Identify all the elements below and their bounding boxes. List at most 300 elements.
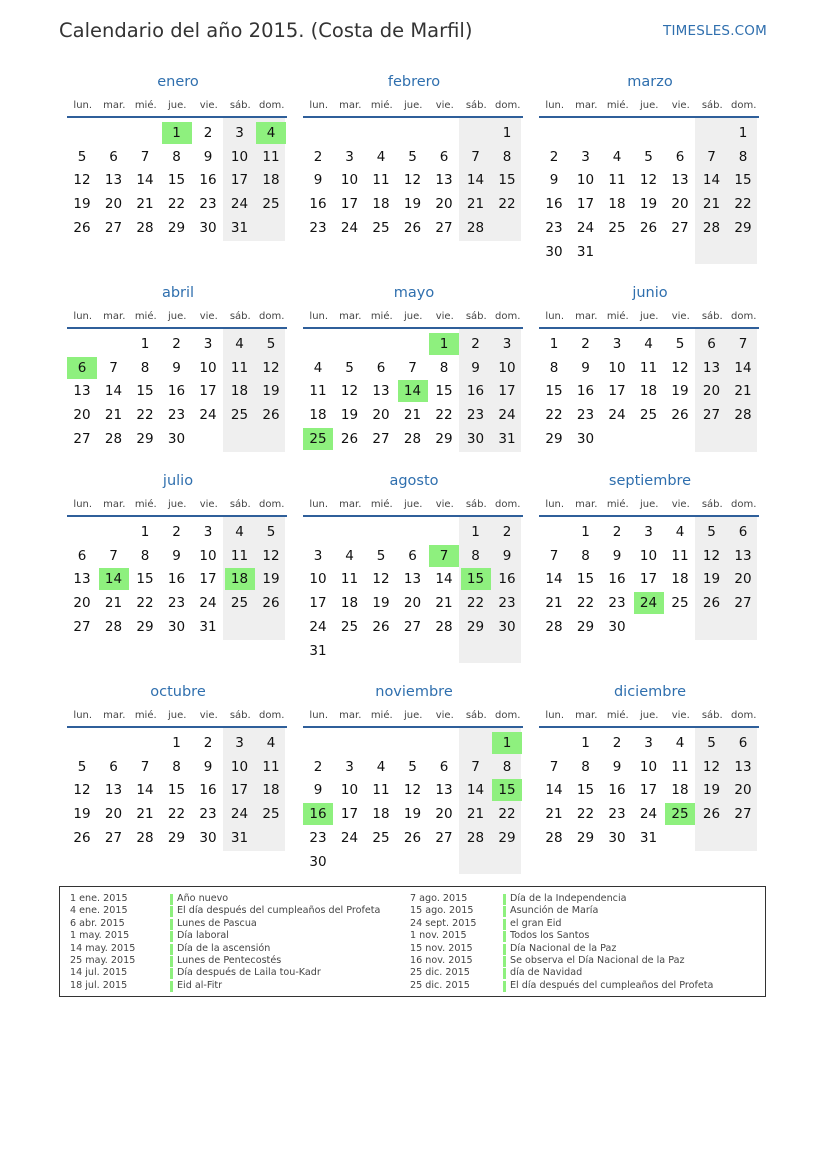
calendar-day: 6 (675, 148, 685, 165)
calendar-day: 26 (73, 219, 91, 236)
calendar-day: 4 (612, 148, 622, 165)
weekday-label: jue. (404, 499, 423, 510)
calendar-day: 15 (734, 172, 752, 189)
calendar-day: 3 (235, 125, 244, 141)
weekday-label: dom. (259, 311, 285, 322)
weekday-label: vie. (199, 710, 218, 721)
legend-holiday-name: Se observa el Día Nacional de la Paz (510, 954, 685, 966)
calendar-day: 13 (73, 571, 91, 588)
calendar-day: 23 (167, 407, 186, 424)
calendar-day: 9 (549, 172, 559, 189)
weekday-label: dom. (731, 499, 757, 510)
holiday-day: 15 (461, 568, 491, 590)
calendar-day: 22 (576, 806, 595, 823)
calendar-day: 3 (345, 148, 354, 165)
calendar-day: 7 (707, 148, 716, 165)
weekday-label: jue. (640, 311, 659, 322)
calendar-day: 20 (435, 196, 453, 213)
calendar-day: 27 (403, 618, 422, 635)
calendar-day: 29 (136, 618, 154, 635)
calendar-day: 13 (435, 782, 453, 799)
weekday-header (67, 100, 289, 116)
calendar-day: 28 (545, 829, 563, 846)
calendar-day: 9 (172, 359, 181, 376)
calendar-day: 29 (734, 219, 752, 236)
calendar-day: 30 (466, 430, 485, 447)
calendar-day: 29 (167, 829, 186, 846)
calendar-day: 16 (545, 196, 563, 213)
calendar-day: 25 (608, 219, 626, 236)
calendar-day: 29 (466, 618, 485, 635)
calendar-day: 2 (172, 336, 181, 352)
legend-date: 1 nov. 2015 (410, 930, 467, 942)
weekday-header (67, 499, 289, 515)
calendar-day: 12 (671, 359, 689, 376)
calendar-day: 21 (136, 196, 154, 213)
calendar-day: 3 (644, 735, 653, 751)
calendar-day: 27 (73, 430, 91, 447)
month-divider (67, 726, 287, 728)
calendar-day: 14 (435, 571, 453, 588)
calendar-day: 23 (498, 595, 516, 612)
calendar-day: 17 (199, 571, 217, 588)
calendar-day: 21 (104, 595, 123, 612)
month-name: octubre (150, 684, 206, 700)
calendar-day: 25 (671, 595, 689, 612)
legend-holiday-name: El día después del cumpleaños del Profeta (510, 979, 714, 991)
weekday-label: mar. (339, 710, 362, 721)
calendar-day: 8 (581, 547, 590, 564)
weekday-label: lun. (309, 100, 329, 111)
holiday-day: 16 (303, 803, 333, 825)
legend-marker (503, 968, 506, 979)
calendar-day: 29 (167, 219, 186, 236)
calendar-day: 11 (309, 383, 327, 400)
calendar-day: 25 (639, 407, 658, 424)
calendar-day: 18 (340, 595, 359, 612)
weekday-label: vie. (435, 311, 454, 322)
calendar-day: 20 (671, 196, 689, 213)
calendar-day: 24 (340, 829, 359, 846)
weekday-label: mié. (134, 311, 157, 322)
month-divider (539, 116, 759, 118)
calendar-day: 19 (403, 196, 422, 213)
holiday-day: 15 (492, 779, 522, 801)
legend-date: 24 sept. 2015 (410, 917, 477, 929)
holiday-day: 14 (99, 568, 129, 590)
calendar-day: 21 (104, 407, 123, 424)
calendar-day: 17 (576, 196, 595, 213)
calendar-day: 28 (403, 430, 422, 447)
calendar-day: 23 (309, 219, 327, 236)
month-divider (303, 726, 523, 728)
calendar-day: 21 (466, 196, 485, 213)
calendar-day: 14 (466, 172, 485, 189)
calendar-day: 14 (466, 782, 485, 799)
calendar-day: 30 (498, 618, 516, 635)
calendar-day: 28 (734, 407, 752, 424)
calendar-day: 11 (262, 148, 280, 165)
legend-holiday-name: Día de la ascensión (177, 942, 271, 954)
holiday-day: 6 (67, 357, 97, 379)
calendar-day: 16 (576, 383, 595, 400)
legend-marker (503, 981, 506, 992)
legend-marker (503, 894, 506, 905)
calendar-day: 22 (734, 196, 752, 213)
weekday-label: vie. (435, 710, 454, 721)
calendar-day: 20 (403, 595, 422, 612)
calendar-day: 5 (408, 758, 417, 775)
calendar-day: 1 (140, 336, 150, 352)
calendar-day: 25 (372, 829, 390, 846)
weekday-label: vie. (671, 499, 690, 510)
calendar-day: 27 (372, 430, 390, 447)
calendar-day: 18 (608, 196, 626, 213)
calendar-day: 7 (738, 336, 748, 352)
weekday-label: mar. (339, 499, 362, 510)
calendar-day: 9 (313, 172, 323, 189)
holiday-day: 25 (303, 428, 333, 450)
weekday-label: lun. (73, 100, 93, 111)
calendar-day: 6 (408, 547, 417, 564)
legend-holiday-name: Año nuevo (177, 893, 229, 904)
calendar-day: 22 (167, 196, 186, 213)
weekday-label: sáb. (229, 710, 251, 721)
calendar-day: 1 (140, 524, 150, 540)
calendar-day: 12 (262, 359, 280, 376)
weekday-label: vie. (199, 499, 218, 510)
calendar-day: 4 (644, 336, 653, 352)
calendar-day: 8 (549, 359, 559, 376)
weekday-label: sáb. (465, 311, 487, 322)
calendar-day: 26 (702, 595, 721, 612)
calendar-day: 13 (104, 782, 123, 799)
calendar-day: 18 (639, 383, 658, 400)
calendar-day: 23 (608, 806, 626, 823)
calendar-day: 14 (545, 571, 563, 588)
weekday-label: jue. (640, 499, 659, 510)
weekday-label: jue. (404, 710, 423, 721)
calendar-day: 17 (199, 383, 217, 400)
calendar-day: 18 (262, 172, 280, 189)
legend-date: 6 abr. 2015 (70, 917, 125, 929)
holiday-day: 1 (162, 122, 192, 144)
calendar-day: 21 (702, 196, 721, 213)
calendar-day: 13 (734, 547, 752, 564)
calendar-day: 19 (262, 383, 280, 400)
calendar-day: 24 (199, 595, 217, 612)
weekday-label: jue. (404, 100, 423, 111)
calendar-day: 19 (73, 196, 91, 213)
weekday-label: mié. (370, 710, 393, 721)
legend-date: 1 ene. 2015 (70, 893, 128, 904)
calendar-day: 13 (671, 172, 689, 189)
calendar-day: 17 (309, 595, 327, 612)
calendar-day: 10 (340, 782, 359, 799)
legend-date: 15 ago. 2015 (410, 905, 474, 917)
weekday-label: dom. (495, 100, 521, 111)
calendar-day: 21 (545, 595, 563, 612)
calendar-day: 8 (502, 758, 512, 775)
calendar-day: 6 (707, 336, 716, 352)
calendar-day: 15 (498, 172, 516, 189)
calendar-day: 10 (199, 547, 217, 564)
weekday-header (539, 100, 761, 116)
calendar-day: 24 (230, 196, 249, 213)
calendar-day: 5 (266, 524, 276, 540)
calendar-day: 28 (466, 829, 485, 846)
weekday-label: sáb. (701, 311, 723, 322)
weekday-label: jue. (640, 710, 659, 721)
weekday-header (67, 710, 289, 726)
calendar-day: 4 (266, 735, 276, 751)
legend-holiday-name: Todos los Santos (510, 930, 590, 942)
calendar-day: 24 (199, 407, 217, 424)
calendar-day: 20 (435, 806, 453, 823)
weekday-label: lun. (309, 710, 329, 721)
legend-holiday-name: el gran Eid (510, 917, 562, 929)
calendar-day: 20 (702, 383, 721, 400)
month-name: abril (161, 285, 195, 301)
legend-marker (170, 931, 173, 942)
calendar-day: 4 (235, 336, 244, 352)
calendar-day: 12 (372, 571, 390, 588)
calendar-day: 9 (581, 359, 590, 376)
calendar-day: 27 (104, 829, 123, 846)
calendar-day: 8 (738, 148, 748, 165)
calendar-day: 5 (77, 758, 87, 775)
legend-holiday-name: Asunción de María (510, 905, 599, 917)
holiday-day: 1 (429, 333, 459, 355)
calendar-day: 2 (612, 524, 622, 540)
calendar-day: 18 (372, 196, 390, 213)
calendar-day: 22 (136, 407, 154, 424)
calendar-day: 3 (203, 524, 213, 540)
calendar-day: 6 (439, 758, 449, 775)
legend-marker (170, 919, 173, 930)
calendar-day: 27 (671, 219, 689, 236)
legend-holiday-name: Día de la Independencia (510, 893, 627, 904)
calendar-day: 11 (671, 547, 689, 564)
calendar-day: 5 (266, 336, 276, 352)
legend-date: 14 may. 2015 (70, 942, 136, 954)
calendar-day: 29 (498, 829, 516, 846)
weekday-label: dom. (495, 710, 521, 721)
month-divider (303, 515, 523, 517)
calendar-day: 26 (403, 829, 422, 846)
calendar-day: 3 (612, 336, 622, 352)
calendar-day: 17 (340, 196, 359, 213)
calendar-day: 22 (136, 595, 154, 612)
weekday-label: sáb. (701, 499, 723, 510)
calendar-day: 6 (109, 758, 118, 775)
calendar-day: 24 (639, 806, 658, 823)
calendar-day: 14 (136, 172, 154, 189)
weekday-label: mar. (103, 311, 126, 322)
weekday-label: lun. (73, 710, 93, 721)
legend-date: 25 dic. 2015 (410, 967, 470, 979)
calendar-day: 10 (199, 359, 217, 376)
calendar-day: 10 (639, 758, 658, 775)
legend-holiday-name: Día después de Laila tou-Kadr (177, 967, 321, 979)
weekday-label: mar. (575, 499, 598, 510)
calendar-day: 28 (136, 829, 154, 846)
calendar-day: 6 (109, 148, 118, 165)
calendar-day: 23 (199, 196, 217, 213)
calendar-day: 5 (707, 735, 716, 751)
calendar-day: 22 (498, 806, 516, 823)
brand-link[interactable]: TIMESLES.COM (663, 23, 767, 39)
calendar-day: 7 (549, 547, 559, 564)
weekday-label: dom. (495, 311, 521, 322)
calendar-day: 25 (372, 219, 390, 236)
calendar-day: 29 (435, 430, 453, 447)
calendar-day: 20 (734, 782, 752, 799)
calendar-day: 17 (498, 383, 516, 400)
calendar-day: 12 (403, 782, 422, 799)
calendar-day: 16 (608, 782, 626, 799)
calendar-day: 11 (671, 758, 689, 775)
calendar-day: 28 (104, 430, 123, 447)
calendar-day: 19 (262, 571, 280, 588)
legend-date: 25 dic. 2015 (410, 979, 470, 991)
calendar-day: 28 (435, 618, 453, 635)
calendar-day: 26 (372, 618, 390, 635)
calendar-day: 27 (104, 219, 123, 236)
calendar-day: 7 (140, 148, 150, 165)
month-divider (67, 116, 287, 118)
calendar-day: 8 (172, 758, 181, 775)
calendar-day: 2 (203, 735, 213, 751)
weekday-label: sáb. (229, 499, 251, 510)
calendar-day: 19 (372, 595, 390, 612)
calendar-day: 28 (104, 618, 123, 635)
calendar-day: 29 (576, 618, 595, 635)
calendar-day: 19 (73, 806, 91, 823)
calendar-day: 1 (172, 735, 181, 751)
calendar-day: 27 (702, 407, 721, 424)
weekday-label: dom. (259, 100, 285, 111)
weekday-label: mar. (575, 311, 598, 322)
calendar-day: 11 (608, 172, 626, 189)
calendar-day: 28 (466, 219, 485, 236)
calendar-day: 12 (639, 172, 658, 189)
month-divider (303, 327, 523, 329)
calendar-day: 29 (136, 430, 154, 447)
weekday-label: sáb. (465, 100, 487, 111)
calendar-day: 9 (612, 547, 622, 564)
calendar-day: 5 (707, 524, 716, 540)
weekday-label: lun. (545, 100, 565, 111)
weekday-label: mié. (606, 311, 629, 322)
calendar-day: 6 (376, 359, 386, 376)
calendar-day: 9 (612, 758, 622, 775)
weekday-label: dom. (731, 311, 757, 322)
calendar-day: 4 (235, 524, 244, 540)
calendar-day: 17 (230, 172, 249, 189)
calendar-day: 10 (576, 172, 595, 189)
calendar-day: 28 (136, 219, 154, 236)
legend-marker (503, 906, 506, 917)
calendar-day: 16 (199, 172, 217, 189)
weekday-label: lun. (309, 499, 329, 510)
calendar-day: 18 (230, 383, 249, 400)
calendar-day: 3 (203, 336, 213, 352)
calendar-day: 11 (230, 359, 249, 376)
calendar-day: 8 (140, 359, 150, 376)
calendar-day: 30 (199, 219, 217, 236)
calendar-day: 18 (671, 571, 689, 588)
calendar-day: 19 (702, 782, 721, 799)
weekday-label: mié. (606, 100, 629, 111)
weekday-label: vie. (199, 311, 218, 322)
calendar-day: 2 (612, 735, 622, 751)
calendar-day: 14 (545, 782, 563, 799)
calendar-day: 5 (376, 547, 386, 564)
weekday-label: mié. (370, 499, 393, 510)
holiday-day: 7 (429, 545, 459, 567)
legend-marker (170, 894, 173, 905)
holiday-day: 24 (634, 592, 664, 614)
legend-date: 25 may. 2015 (70, 954, 136, 966)
calendar-day: 15 (576, 782, 595, 799)
calendar-day: 20 (372, 407, 390, 424)
month-divider (539, 726, 759, 728)
calendar-day: 7 (408, 359, 417, 376)
holiday-day: 25 (665, 803, 695, 825)
weekday-label: vie. (671, 710, 690, 721)
calendar-day: 24 (608, 407, 626, 424)
calendar-day: 10 (608, 359, 626, 376)
calendar-day: 2 (172, 524, 181, 540)
weekday-label: lun. (73, 311, 93, 322)
calendar-day: 13 (372, 383, 390, 400)
weekday-label: mar. (575, 100, 598, 111)
calendar-day: 15 (545, 383, 563, 400)
calendar-day: 11 (639, 359, 658, 376)
weekday-label: dom. (731, 100, 757, 111)
legend-marker (170, 956, 173, 967)
calendar-day: 16 (167, 383, 186, 400)
weekday-label: mar. (339, 311, 362, 322)
holiday-legend (59, 886, 766, 997)
weekday-label: mié. (370, 311, 393, 322)
calendar-day: 11 (230, 547, 249, 564)
calendar-day: 6 (738, 735, 748, 751)
calendar-day: 24 (309, 618, 327, 635)
calendar-day: 1 (581, 735, 590, 751)
calendar-day: 19 (702, 571, 721, 588)
calendar-day: 24 (498, 407, 516, 424)
month-name: junio (632, 285, 668, 301)
calendar-day: 1 (502, 125, 512, 141)
calendar-day: 12 (340, 383, 359, 400)
weekday-label: dom. (259, 499, 285, 510)
weekday-label: vie. (435, 499, 454, 510)
calendar-day: 3 (502, 336, 512, 352)
weekday-label: dom. (259, 710, 285, 721)
legend-date: 18 jul. 2015 (70, 979, 128, 991)
weekday-label: sáb. (229, 100, 251, 111)
calendar-day: 31 (230, 829, 249, 846)
calendar-day: 21 (136, 806, 154, 823)
calendar-day: 16 (498, 571, 516, 588)
calendar-day: 27 (734, 595, 752, 612)
calendar-day: 26 (403, 219, 422, 236)
weekday-label: lun. (545, 710, 565, 721)
calendar-day: 8 (502, 148, 512, 165)
calendar-day: 12 (73, 782, 91, 799)
